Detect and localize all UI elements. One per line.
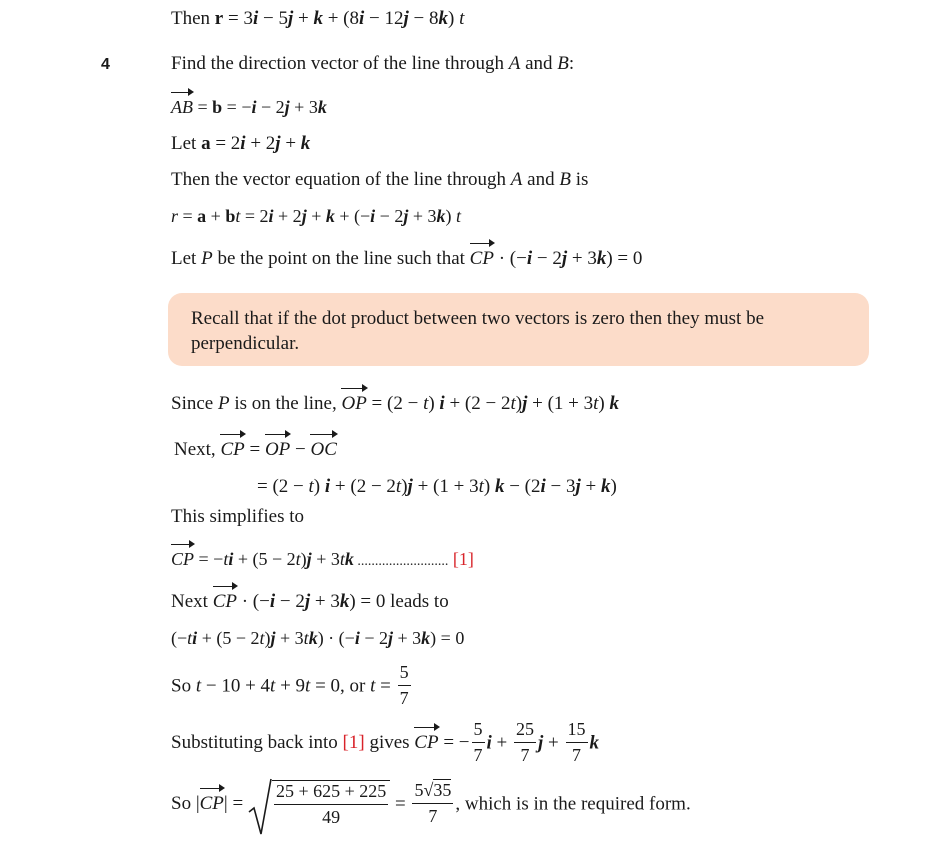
unit-k: k <box>589 732 600 754</box>
text: ) <box>264 628 271 648</box>
text: ) = 0 <box>430 628 465 648</box>
text: + <box>206 206 226 226</box>
param-t: t <box>454 8 465 29</box>
text: + <box>580 476 601 497</box>
text: − (2 <box>504 476 541 497</box>
text: − 2 <box>359 628 388 648</box>
numerator <box>412 781 453 804</box>
text: − 10 + 4 <box>201 675 271 697</box>
unit-j: j <box>538 732 544 754</box>
leader-dots: .......................... <box>353 554 449 569</box>
param-t: t <box>423 393 429 414</box>
unit-j: j <box>284 97 290 117</box>
vector-cp: CP <box>220 439 245 460</box>
unit-i: i <box>269 591 276 612</box>
cp-expansion-line <box>257 477 617 496</box>
unit-j: j <box>301 206 307 226</box>
text: Then <box>171 8 215 29</box>
text: + (2 − 2 <box>330 476 396 497</box>
text: = − <box>194 549 224 569</box>
sqrt-symbol: √ <box>423 780 434 800</box>
line-equation <box>171 207 461 225</box>
text: + <box>491 732 513 754</box>
text: = <box>375 675 396 697</box>
tip-text: Recall that if the dot product between two vectors is zero then they must be perpendicular. <box>191 308 764 354</box>
text: and <box>520 53 558 74</box>
unit-j: j <box>388 628 394 648</box>
vector-op: OP <box>264 439 291 460</box>
point-a: A <box>508 53 521 74</box>
direction-vector-line <box>171 98 327 116</box>
text: + 3 <box>275 628 304 648</box>
question-number: 4 <box>101 56 110 73</box>
radical-sign-icon <box>248 778 272 836</box>
text: − 3 <box>545 476 576 497</box>
fraction-t <box>398 663 411 709</box>
param-t: t <box>259 628 265 648</box>
cp-simplified-line <box>171 550 474 569</box>
param-t: t <box>235 206 241 226</box>
text: | = <box>223 793 248 815</box>
text: + 2 <box>245 133 276 154</box>
text: − 2 <box>256 97 285 117</box>
param-t: t <box>270 675 276 697</box>
unit-k: k <box>344 549 354 569</box>
op-line <box>171 394 619 413</box>
param-t: t <box>478 476 484 497</box>
unit-j: j <box>270 628 276 648</box>
param-t: t <box>339 549 345 569</box>
cp-difference-line <box>174 440 337 459</box>
fraction <box>472 720 485 766</box>
text: + <box>543 732 564 754</box>
vector-b: b <box>212 97 223 117</box>
denominator: 7 <box>473 744 483 765</box>
text: + <box>306 206 326 226</box>
unit-i: i <box>228 549 234 569</box>
numerator: 5 <box>398 663 411 686</box>
text: + 3 <box>408 206 437 226</box>
param-t: t <box>223 549 229 569</box>
unit-k: k <box>609 393 619 414</box>
numerator: 5 <box>472 720 485 743</box>
unit-j: j <box>561 248 568 269</box>
unit-k: k <box>300 133 311 154</box>
text: = 3 <box>223 8 253 29</box>
denominator: 7 <box>399 687 409 708</box>
param-t: t <box>510 393 516 414</box>
equation-ref: [1] <box>448 549 474 569</box>
text: = − <box>222 97 252 117</box>
text: So <box>171 675 196 697</box>
text: = <box>178 206 198 226</box>
text: + 3 <box>311 549 340 569</box>
text: + (5 − 2 <box>197 628 260 648</box>
text: + 9 <box>275 675 306 697</box>
fraction <box>274 782 388 828</box>
solve-t-line <box>171 663 413 709</box>
text: gives <box>364 732 415 754</box>
text: + <box>280 133 301 154</box>
square-root <box>248 780 390 828</box>
text: So | <box>171 793 200 815</box>
text: − 5 <box>258 8 288 29</box>
text: Let <box>171 133 202 154</box>
unit-k: k <box>421 628 431 648</box>
text: + (8 <box>322 8 359 29</box>
text: · (− <box>236 591 270 612</box>
vector-cp: CP <box>469 248 494 269</box>
text: ) <box>428 393 440 414</box>
text: = (2 − <box>366 393 424 414</box>
text: = 0, or <box>310 675 371 697</box>
text: Find the direction vector of the line through <box>171 53 509 74</box>
text: : <box>568 53 575 74</box>
point-p: P <box>201 248 213 269</box>
text: ) <box>401 476 408 497</box>
unit-k: k <box>436 206 446 226</box>
text: = <box>244 439 265 460</box>
text: + (1 + 3 <box>527 393 594 414</box>
vector-oc: OC <box>310 439 337 460</box>
text: ) = 0 <box>606 248 643 269</box>
param-t: t <box>395 476 402 497</box>
unit-j: j <box>306 549 312 569</box>
unit-i: i <box>370 206 376 226</box>
text: and <box>522 169 560 190</box>
vector-r: r <box>214 8 224 29</box>
denominator: 7 <box>520 744 530 765</box>
param-t: t <box>303 628 309 648</box>
text: − 2 <box>275 591 305 612</box>
unit-k: k <box>308 628 318 648</box>
vector-cp: CP <box>414 732 439 754</box>
text: + (− <box>334 206 371 226</box>
text: This simplifies to <box>171 506 304 527</box>
fraction <box>412 781 453 827</box>
point-b: B <box>557 53 569 74</box>
radicand: 35 <box>433 780 452 800</box>
fraction <box>566 720 588 766</box>
vector-cp: CP <box>199 793 224 815</box>
point-a: A <box>510 169 523 190</box>
tip-callout <box>168 293 869 366</box>
text: − <box>290 439 311 460</box>
text: + (5 − 2 <box>233 549 296 569</box>
vector-b: b <box>225 206 236 226</box>
text: = − <box>438 732 470 754</box>
unit-k: k <box>494 476 505 497</box>
numerator: 25 + 625 + 225 <box>274 782 388 805</box>
unit-j: j <box>403 8 409 29</box>
simplifies-text <box>171 507 304 526</box>
point-p: P <box>217 393 230 414</box>
text: ) <box>448 8 455 29</box>
text: ) <box>300 549 307 569</box>
text: + 3 <box>393 628 422 648</box>
text: = 2 <box>240 206 269 226</box>
point-b: B <box>559 169 571 190</box>
vector-cp: CP <box>171 549 195 569</box>
text: + 3 <box>310 591 340 612</box>
dot-product-expansion <box>171 629 464 647</box>
unit-k: k <box>325 206 335 226</box>
text: Then the vector equation of the line through <box>171 169 511 190</box>
text: · (− <box>493 248 527 269</box>
unit-i: i <box>540 476 546 497</box>
text: − 8 <box>408 8 439 29</box>
vector-r: r <box>171 206 179 226</box>
text: Let <box>171 248 202 269</box>
text: ) <box>515 393 523 414</box>
param-t: t <box>308 476 314 497</box>
text: ) <box>445 206 456 226</box>
text: = <box>390 793 411 815</box>
text: ) · (− <box>317 628 355 648</box>
text: (− <box>171 628 188 648</box>
unit-i: i <box>192 628 198 648</box>
unit-i: i <box>526 248 533 269</box>
text: ) <box>483 476 495 497</box>
text: = (2 − <box>257 476 309 497</box>
text: Since <box>171 393 218 414</box>
equation-line-r-prev <box>171 9 464 28</box>
coefficient: 5 <box>414 780 424 800</box>
text: + (2 − 2 <box>444 393 511 414</box>
text: + 2 <box>273 206 302 226</box>
param-t: t <box>456 206 462 226</box>
point-p-definition <box>171 249 642 268</box>
text: is <box>570 169 589 190</box>
magnitude-line <box>171 780 691 828</box>
text: − 2 <box>532 248 562 269</box>
param-t: t <box>295 549 301 569</box>
unit-k: k <box>313 8 323 29</box>
unit-j: j <box>287 8 294 29</box>
text: − 2 <box>375 206 404 226</box>
vector-equation-intro <box>171 170 588 189</box>
vector-cp: CP <box>212 591 237 612</box>
unit-k: k <box>317 97 327 117</box>
unit-j: j <box>575 476 581 497</box>
vector-op: OP <box>341 393 367 414</box>
unit-j: j <box>275 133 281 154</box>
text: , which is in the required form. <box>455 793 691 815</box>
vector-ab: AB <box>171 97 193 117</box>
vector-a: a <box>201 133 211 154</box>
unit-k: k <box>339 591 350 612</box>
dot-product-line <box>171 592 449 611</box>
unit-i: i <box>268 206 274 226</box>
text: = 2 <box>210 133 241 154</box>
text: + (1 + 3 <box>412 476 479 497</box>
unit-k: k <box>600 476 611 497</box>
unit-j: j <box>407 476 413 497</box>
denominator: 49 <box>322 806 341 827</box>
unit-i: i <box>240 133 246 154</box>
fraction <box>514 720 536 766</box>
param-t: t <box>305 675 311 697</box>
text: Next, <box>174 439 221 460</box>
text: is on the line, <box>229 393 342 414</box>
instruction-line <box>171 54 574 73</box>
param-t: t <box>370 675 376 697</box>
text: + 3 <box>289 97 318 117</box>
unit-i: i <box>486 732 492 754</box>
unit-i: i <box>324 476 331 497</box>
equation-ref: [1] <box>342 732 365 754</box>
denominator: 7 <box>572 744 582 765</box>
text: Substituting back into <box>171 732 343 754</box>
text: Next <box>171 591 213 612</box>
text: = <box>193 97 213 117</box>
param-t: t <box>187 628 193 648</box>
unit-i: i <box>439 393 445 414</box>
unit-i: i <box>359 8 365 29</box>
numerator: 15 <box>566 720 588 743</box>
unit-i: i <box>354 628 360 648</box>
unit-j: j <box>403 206 409 226</box>
unit-i: i <box>252 8 259 29</box>
unit-k: k <box>438 8 448 29</box>
text: + 3 <box>567 248 597 269</box>
text: be the point on the line such that <box>212 248 470 269</box>
unit-k: k <box>596 248 607 269</box>
text: − 12 <box>364 8 404 29</box>
unit-i: i <box>251 97 257 117</box>
cp-substituted-line <box>171 720 599 766</box>
vector-a: a <box>197 206 207 226</box>
numerator: 25 <box>514 720 536 743</box>
text: ) = 0 leads to <box>349 591 449 612</box>
unit-j: j <box>522 393 528 414</box>
text: ) <box>598 393 610 414</box>
unit-j: j <box>304 591 311 612</box>
denominator: 7 <box>428 805 438 826</box>
text: ) <box>610 476 617 497</box>
text: ) <box>313 476 325 497</box>
param-t: t <box>195 675 202 697</box>
text: + <box>293 8 314 29</box>
let-a-line <box>171 134 310 153</box>
param-t: t <box>593 393 599 414</box>
